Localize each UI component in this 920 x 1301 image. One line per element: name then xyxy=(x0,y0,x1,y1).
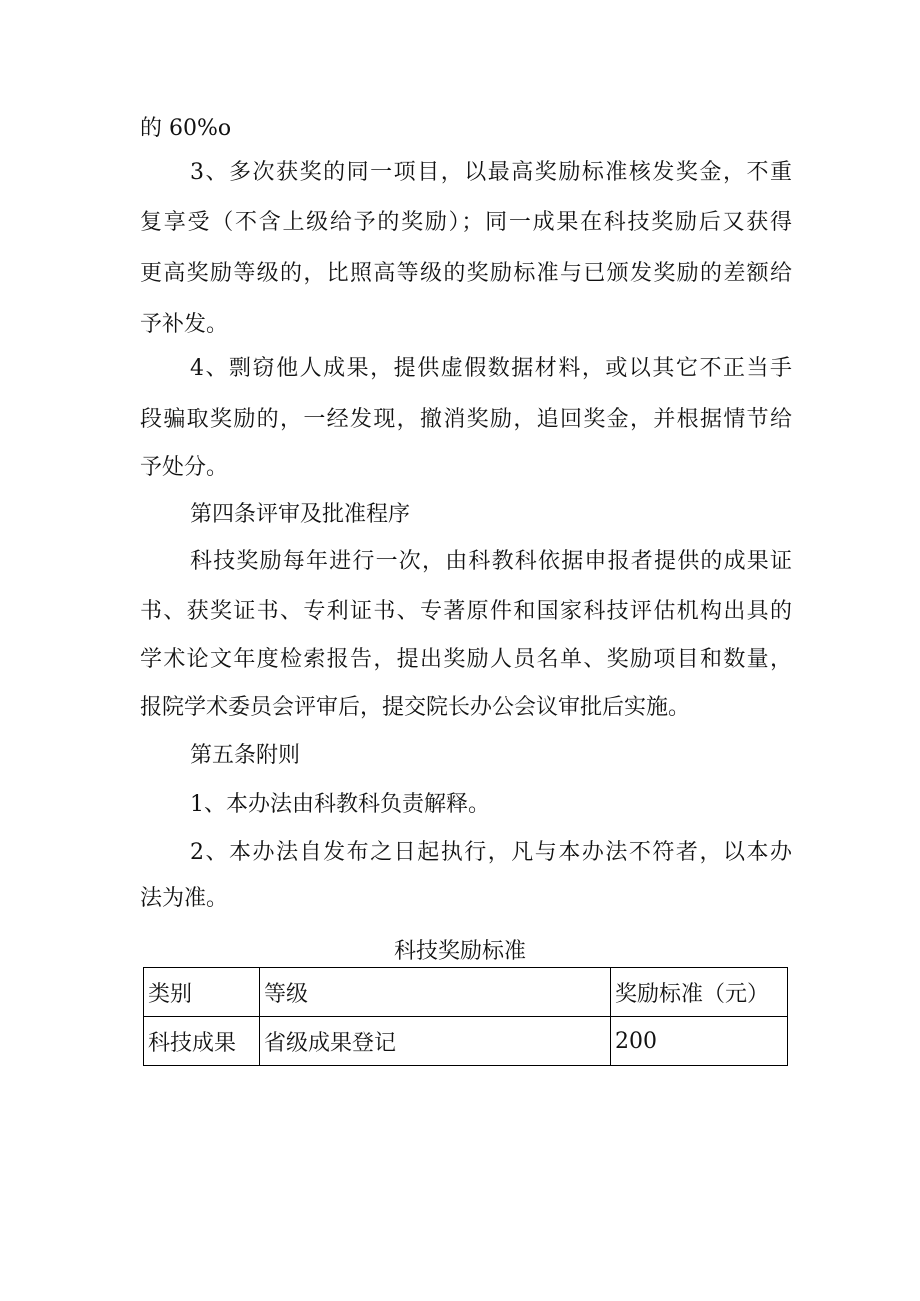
table-header-row xyxy=(144,968,788,1017)
article-5-item-2-line-1: 2、本办法自发布之日起执行，凡与本办法不符者，以本办 xyxy=(190,840,792,865)
article-5-item-2-line-2: 法为准。 xyxy=(140,886,229,911)
article-4-line-4: 报院学术委员会评审后，提交院长办公会议审批后实施。 xyxy=(140,695,691,720)
rule-3-line-4: 予补发。 xyxy=(140,312,229,337)
rule-3-line-2: 复享受（不含上级给予的奖励）；同一成果在科技奖励后又获得 xyxy=(140,210,792,235)
header-level: 等级 xyxy=(260,968,611,1017)
article-4-line-3: 学术论文年度检索报告，提出奖励人员名单、奖励项目和数量， xyxy=(140,647,792,672)
paragraph-continuation: 的 60%o xyxy=(140,116,232,141)
rule-3-line-1: 3、多次获奖的同一项目，以最高奖励标准核发奖金，不重 xyxy=(190,160,792,185)
rule-3-line-3: 更高奖励等级的，比照高等级的奖励标准与已颁发奖励的差额给 xyxy=(140,261,792,286)
article-4-line-1: 科技奖励每年进行一次，由科教科依据申报者提供的成果证 xyxy=(190,549,792,574)
rule-4-line-1: 4、剽窃他人成果，提供虚假数据材料，或以其它不正当手 xyxy=(190,356,792,381)
rule-4-line-2: 段骗取奖励的，一经发现，撤消奖励，追回奖金，并根据情节给 xyxy=(140,407,792,432)
cell-category: 科技成果 xyxy=(144,1017,260,1066)
article-5-item-1: 1、本办法由科教科负责解释。 xyxy=(190,792,490,817)
table-row xyxy=(144,1017,788,1066)
article-5-heading: 第五条附则 xyxy=(190,743,301,768)
header-amount: 奖励标准（元） xyxy=(611,968,788,1017)
table-caption: 科技奖励标准 xyxy=(393,939,526,964)
article-4-heading: 第四条评审及批准程序 xyxy=(190,502,411,527)
award-standard-table xyxy=(143,967,788,1066)
header-category: 类别 xyxy=(144,968,260,1017)
cell-amount: 200 xyxy=(611,1017,788,1066)
article-4-line-2: 书、获奖证书、专利证书、专著原件和国家科技评估机构出具的 xyxy=(140,599,792,624)
cell-level: 省级成果登记 xyxy=(260,1017,611,1066)
rule-4-line-3: 予处分。 xyxy=(140,455,229,480)
